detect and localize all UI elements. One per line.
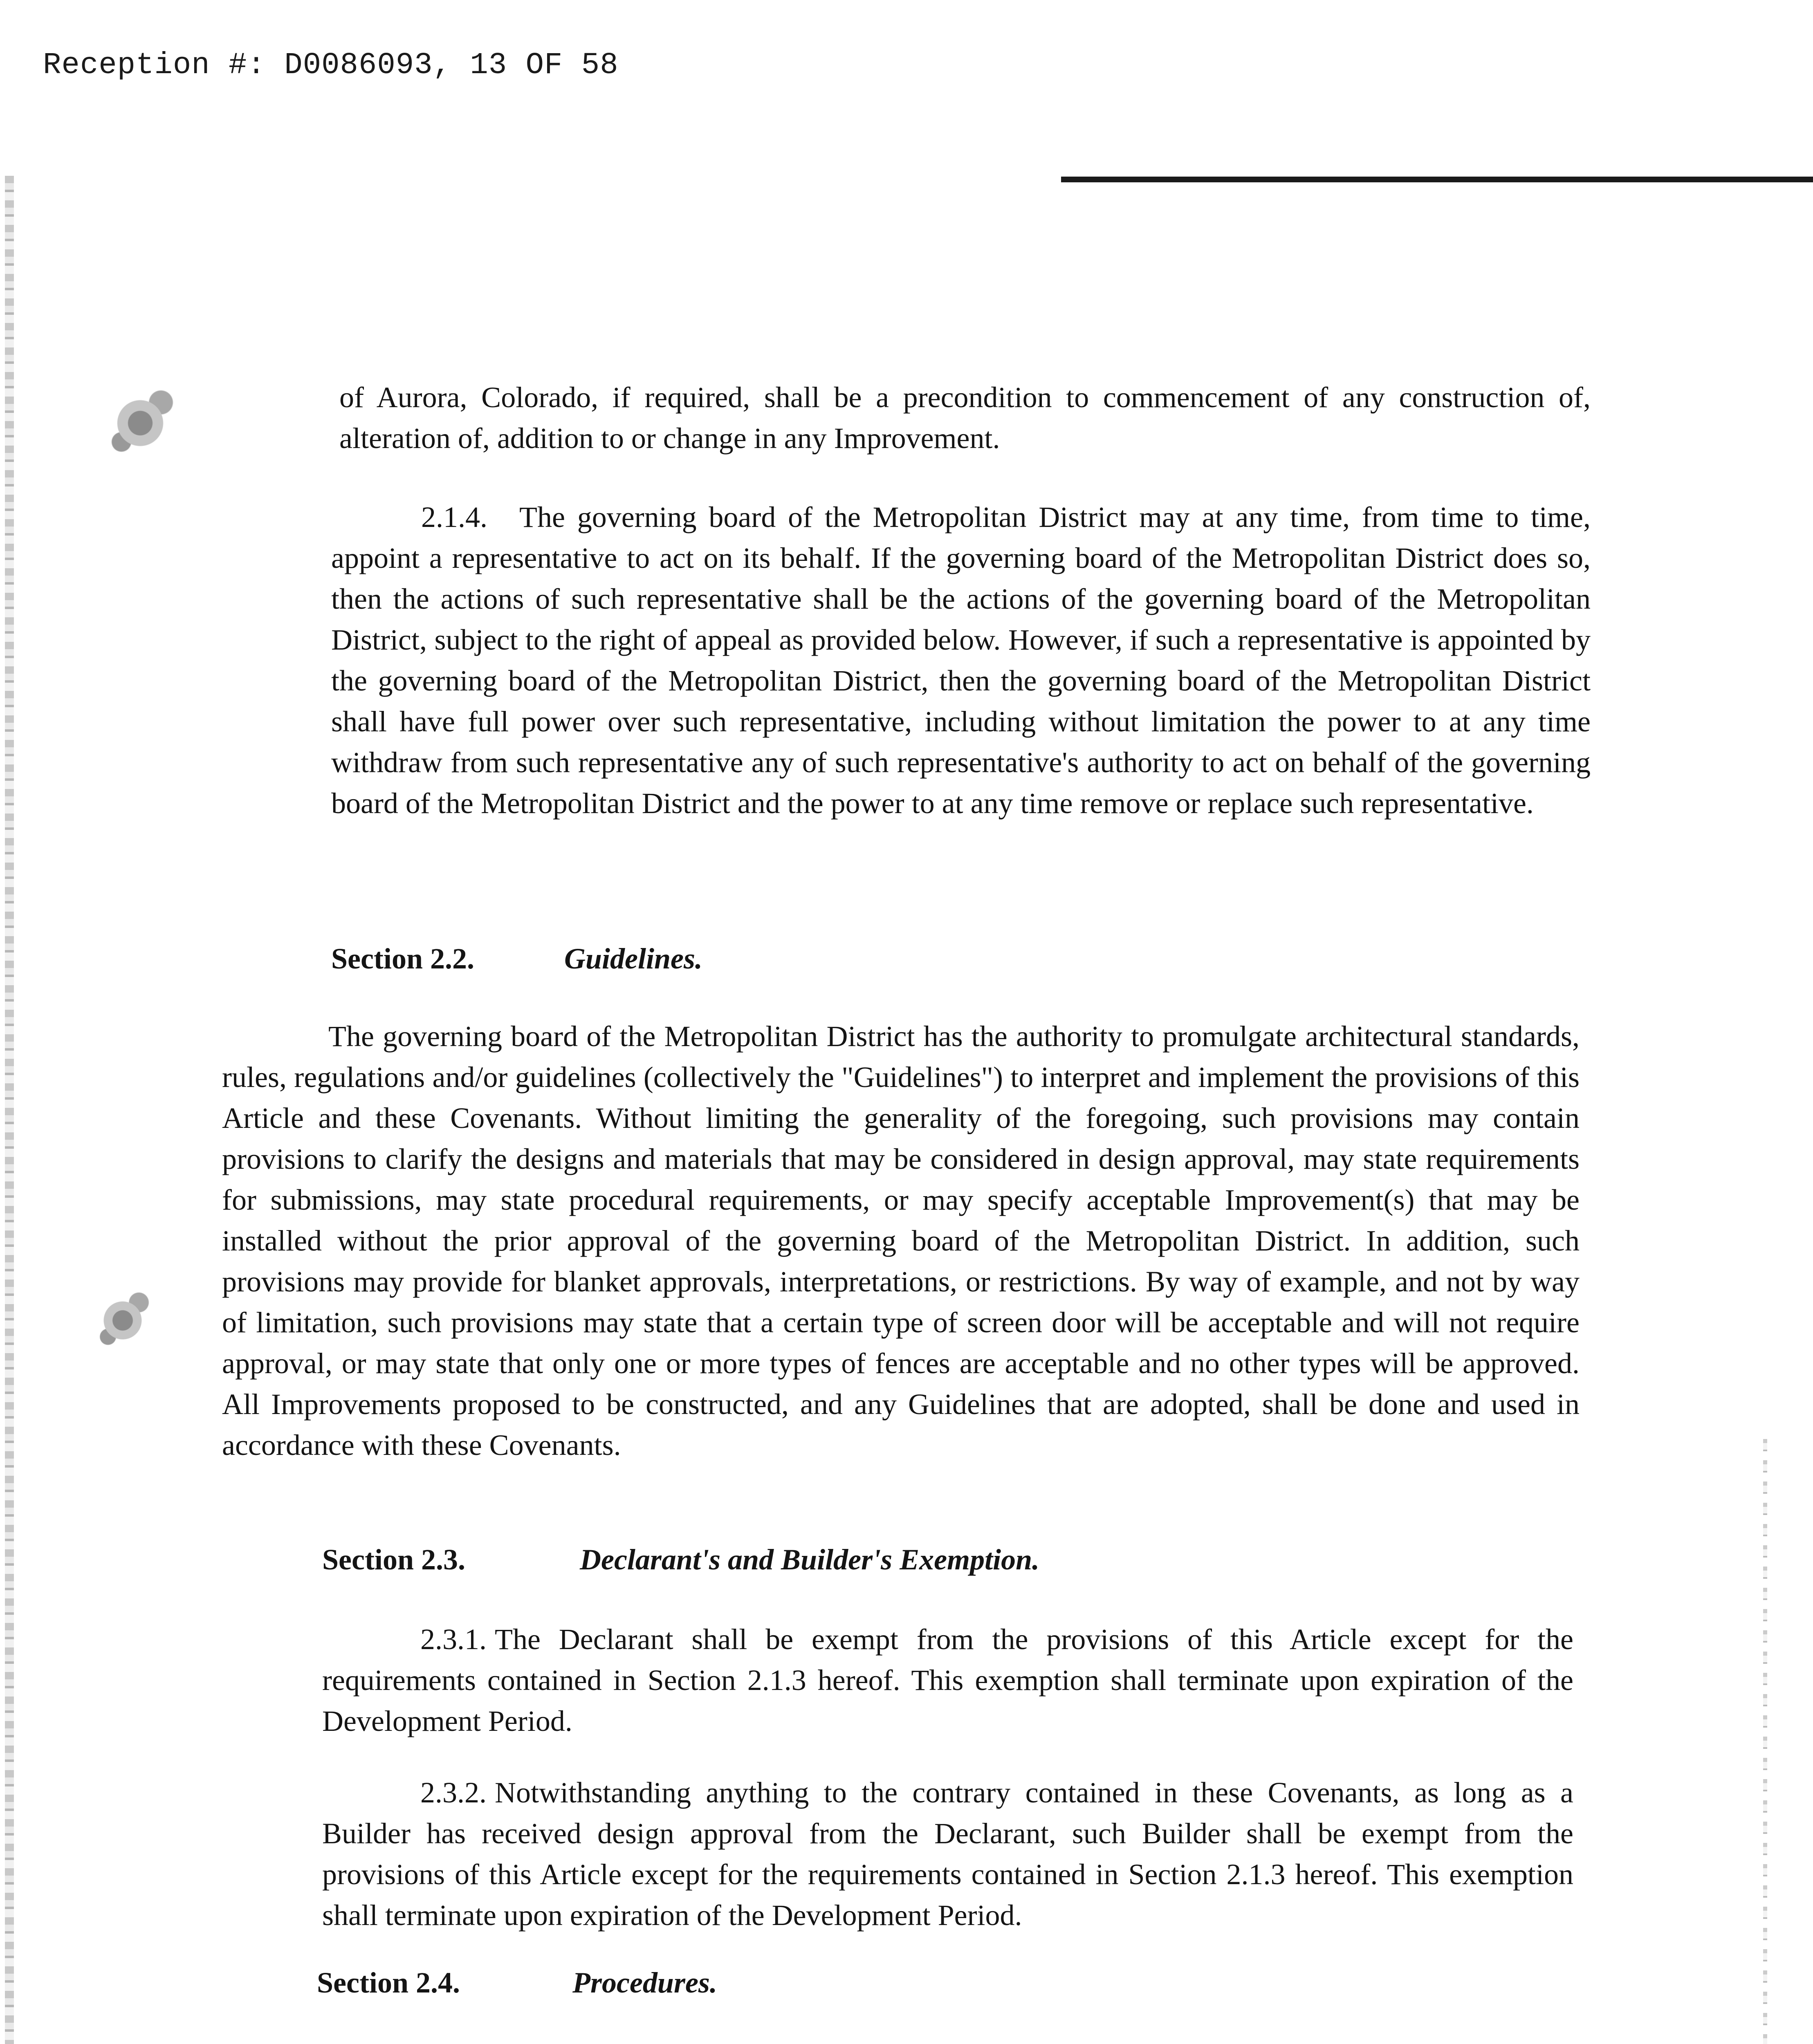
reception-header: Reception #: D0086093, 13 OF 58 xyxy=(43,48,619,83)
section-2-4-title: Procedures. xyxy=(572,1966,717,1999)
section-2-1-4-paragraph xyxy=(331,497,1591,824)
section-2-2-heading xyxy=(331,938,703,979)
section-2-3-2-number: 2.3.2. xyxy=(420,1776,487,1809)
section-2-3-1-text: The Declarant shall be exempt from the provisions of this Article except for the requirements contained in Section 2.1.3 hereof. This exemption shall terminate upon expiration of the Development Period. xyxy=(322,1623,1573,1737)
section-2-2-title: Guidelines. xyxy=(564,942,703,975)
scan-edge-right xyxy=(1763,1439,1767,2044)
section-2-1-4-number: 2.1.4. xyxy=(421,501,487,533)
top-rule xyxy=(1061,177,1813,182)
scan-speck-mark xyxy=(86,1280,159,1361)
section-2-1-4-text: The governing board of the Metropolitan District may at any time, from time to time, appoint a representative to act on its behalf. If the governing board of the Metropolitan District does so, then the actions of such representative shall be the actions of the governing board of the Metropolitan District, subject to the right of appeal as provided below. However, if such a representative is appointed by the governing board of the Metropolitan District, then the governing board of the Metropolitan District shall have full power over such representative, including without limitation the power to at any time withdraw from such representative any of such representative's authority to act on behalf of the governing board of the Metropolitan District and the power to at any time remove or replace such representative. xyxy=(331,501,1591,820)
section-2-4-heading xyxy=(317,1962,717,2003)
section-2-3-heading xyxy=(322,1539,1040,1580)
section-2-4-paragraph xyxy=(211,2040,1568,2044)
section-2-3-title: Declarant's and Builder's Exemption. xyxy=(580,1543,1040,1576)
section-2-3-2-text: Notwithstanding anything to the contrary contained in these Covenants, as long as a Builder has received design approval from the Declarant, such Builder shall be exempt from the provisions of this Article except for the requirements contained in Section 2.1.3 hereof. This exemption shall terminate upon expiration of the Development Period. xyxy=(322,1776,1573,1932)
section-2-3-2-paragraph xyxy=(322,1772,1573,1936)
carryover-paragraph: of Aurora, Colorado, if required, shall be a precondition to commencement of any construction of, alteration of, addition to or change in any Improvement. xyxy=(339,381,1591,455)
section-2-3-1-number: 2.3.1. xyxy=(420,1623,487,1656)
section-2-2-label: Section 2.2. xyxy=(331,942,474,975)
scan-edge-left xyxy=(5,176,14,2044)
section-2-3-label: Section 2.3. xyxy=(322,1543,465,1576)
section-2-2-paragraph: The governing board of the Metropolitan District has the authority to promulgate architectural standards, rules, regulations and/or guidelines (collectively the "Guidelines") to interpret and implement the provisions of this Article and these Covenants. Without limiting the generality of the foregoing, such provisions may contain provisions to clarify the designs and materials that may be considered in design approval, may state requirements for submissions, may state procedural requirements, or may specify acceptable Improvement(s) that may be installed without the prior approval of the governing board of the Metropolitan District. In addition, such provisions may provide for blanket approvals, interpretations, or restrictions. By way of example, and not by way of limitation, such provisions may state that a certain type of screen door will be acceptable and will not require approval, or may state that only one or more types of fences are acceptable and no other types will be approved. All Improvements proposed to be constructed, and any Guidelines that are adopted, shall be done and used in accordance with these Covenants. xyxy=(222,1020,1580,1461)
scan-speck-mark xyxy=(93,376,187,470)
section-2-4-label: Section 2.4. xyxy=(317,1966,460,1999)
section-2-3-1-paragraph xyxy=(322,1619,1573,1741)
